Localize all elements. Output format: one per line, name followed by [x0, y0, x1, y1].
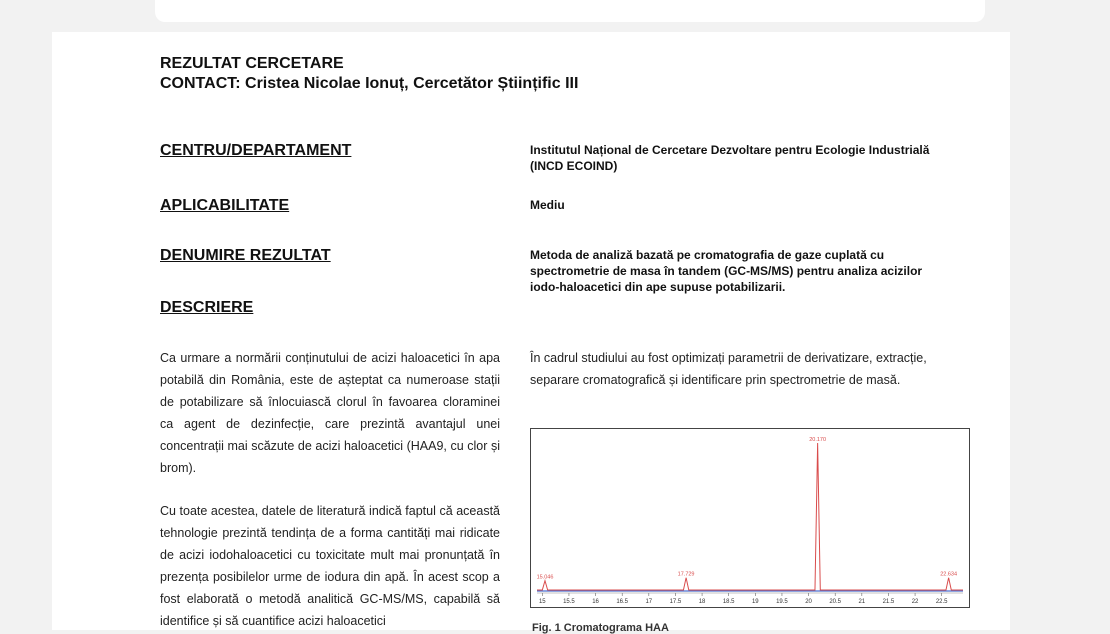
x-tick-label: 15.5	[563, 599, 575, 605]
previous-page-edge	[155, 0, 985, 22]
chromatogram-chart	[530, 428, 970, 608]
centru-value: Institutul Național de Cercetare Dezvoltare pentru Ecologie Industrială (INCD ECOIND)	[530, 143, 930, 173]
x-tick-label: 17.5	[669, 599, 682, 605]
document-title: REZULTAT CERCETARE	[160, 55, 344, 72]
figure-caption: Fig. 1 Cromatograma HAA	[532, 622, 669, 634]
x-tick-label: 20	[805, 599, 812, 605]
descriere-label: DESCRIERE	[160, 299, 254, 316]
denumire-value: Metoda de analiză bazată pe cromatografia de gaze cuplată cu spectrometrie de masa în tandem (GC-MS/MS) pentru analiza acizilor iodo-haloacetici din ape supuse potabilizarii.	[530, 248, 923, 294]
denumire-label: DENUMIRE REZULTAT	[160, 247, 331, 264]
document-page	[52, 32, 1010, 634]
contact-line: CONTACT: Cristea Nicolae Ionuț, Cercetător Științific III	[160, 75, 579, 92]
x-tick-label: 18	[698, 599, 706, 605]
description-paragraph-2: Cu toate acestea, datele de literatură indică faptul că această tehnologie prezintă tendința de a forma cantități mai ridicate de acizi iodohaloacetici cu toxicitate mult mai pronunțată în prezența posibilelor urme de iodura din apă. În acest scop a fost elaborată o metodă analitică GC-MS/MS, capabilă să identifice și să cuantifice acizi haloacetici	[160, 504, 500, 628]
document-header	[160, 54, 578, 94]
peak-label: 20.170	[809, 437, 827, 443]
aplicabilitate-label: APLICABILITATE	[160, 197, 290, 214]
x-tick-label: 18.5	[722, 599, 735, 605]
peak-label: 17.729	[677, 571, 695, 578]
chromatogram-trace	[537, 443, 963, 590]
aplicabilitate-value: Mediu	[530, 198, 565, 212]
x-tick-label: 19.5	[776, 599, 788, 605]
centru-label: CENTRU/DEPARTAMENT	[160, 142, 352, 159]
description-paragraph-1: Ca urmare a normării conținutului de acizi haloacetici în apa potabilă din România, este de așteptat ca numeroase stații de potabilizare să înlocuiască clorul în favoarea cloraminei ca agent de dezinfecție, care prezintă avantajul unei concentrații mai scăzute de acizi haloacetici (HAA9, cu clor și brom).	[160, 351, 500, 475]
x-tick-label: 22.5	[935, 599, 948, 605]
peak-label: 15.046	[536, 574, 554, 581]
x-tick-label: 21.5	[882, 599, 895, 605]
x-tick-label: 22	[911, 599, 919, 605]
x-tick-label: 21	[858, 599, 866, 605]
peak-label: 22.634	[940, 571, 958, 578]
x-tick-label: 16.5	[616, 599, 629, 605]
x-tick-label: 19	[751, 599, 759, 605]
x-tick-label: 17	[645, 599, 653, 605]
x-tick-label: 15	[538, 599, 546, 605]
x-tick-label: 16	[592, 599, 599, 605]
x-tick-label: 20.5	[829, 599, 842, 605]
description-paragraph-right: În cadrul studiului au fost optimizați parametrii de derivatizare, extracție, separare cromatografică și identificare prin spectrometrie de masă.	[530, 351, 927, 387]
chromatogram-svg	[531, 429, 969, 607]
